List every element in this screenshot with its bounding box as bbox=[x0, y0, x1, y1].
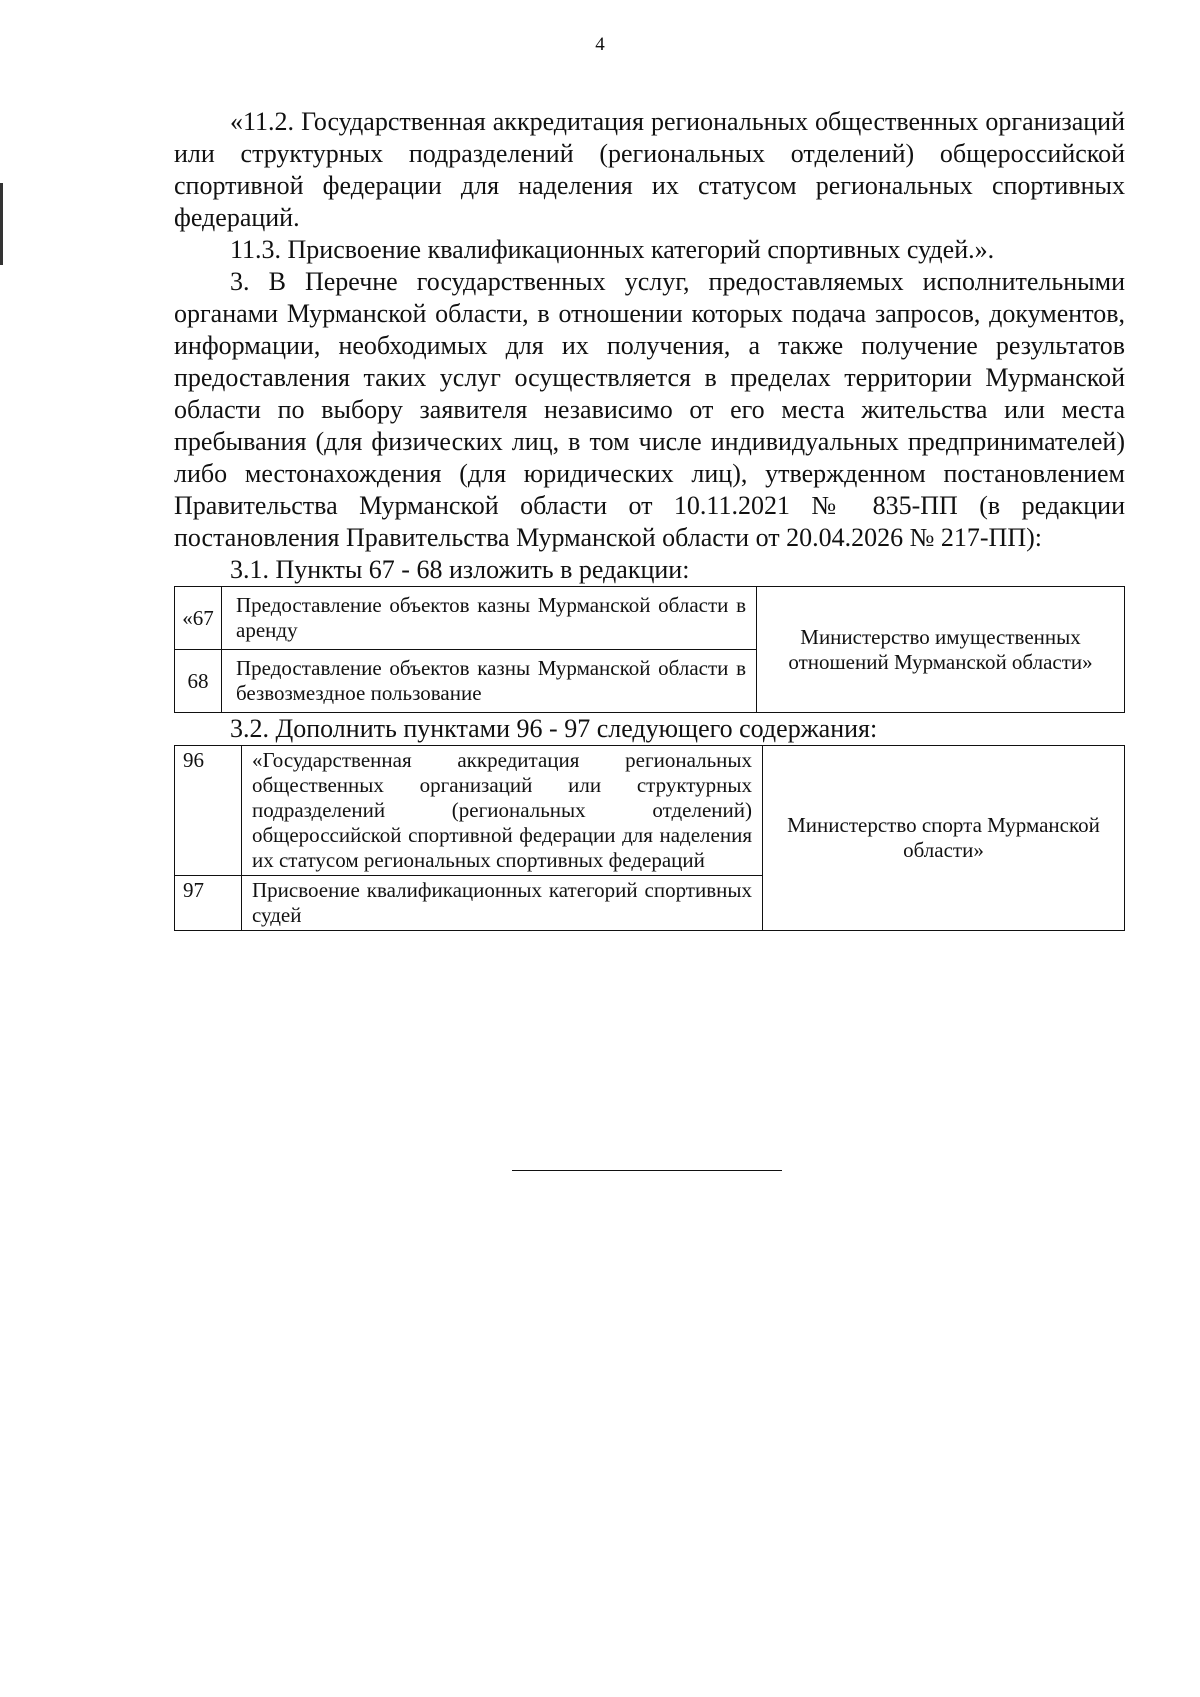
responsible-ministry: Министерство спорта Мурманской области» bbox=[763, 746, 1125, 931]
service-name: «Государственная аккредитация региональных общественных организаций или структурных подразделений (региональных отделений) общероссийской спортивной федерации для наделения их статусом региональных спортивных федераций bbox=[242, 746, 763, 876]
table-row bbox=[175, 587, 1125, 650]
page-number: 4 bbox=[595, 34, 605, 55]
service-name: Предоставление объектов казны Мурманской области в безвозмездное пользование bbox=[222, 650, 757, 713]
services-table-96-97 bbox=[174, 745, 1125, 931]
paragraph-3: 3. В Перечне государственных услуг, предоставляемых исполнительными органами Мурманской области, в отношении которых подача запросов, документов, информации, необходимых для их получения, а также получение результатов предоставления таких услуг осуществляется в пределах территории Мурманской области по выбору заявителя независимо от его места жительства или места пребывания (для физических лиц, в том числе индивидуальных предпринимателей) либо местонахождения (для юридических лиц), утвержденном постановлением Правительства Мурманской области от 10.11.2021 № 835-ПП (в редакции постановления Правительства Мурманской области от 20.04.2026 № 217-ПП): bbox=[174, 267, 1125, 552]
paragraph-3-2: 3.2. Дополнить пунктами 96 - 97 следующего содержания: bbox=[230, 714, 878, 743]
paragraph-11-3: 11.3. Присвоение квалификационных категорий спортивных судей.». bbox=[230, 235, 995, 264]
scan-edge-mark bbox=[0, 183, 3, 265]
item-number: 96 bbox=[175, 746, 242, 876]
table-row bbox=[175, 746, 1125, 876]
closing-divider-line bbox=[512, 1170, 782, 1171]
responsible-ministry: Министерство имущественных отношений Мурманской области» bbox=[757, 587, 1125, 713]
service-name: Присвоение квалификационных категорий спортивных судей bbox=[242, 876, 763, 931]
document-body bbox=[174, 106, 1125, 931]
services-table-67-68 bbox=[174, 586, 1125, 713]
service-name: Предоставление объектов казны Мурманской области в аренду bbox=[222, 587, 757, 650]
paragraph-11-2: «11.2. Государственная аккредитация региональных общественных организаций или структурных подразделений (региональных отделений) общероссийской спортивной федерации для наделения их статусом региональных спортивных федераций. bbox=[174, 107, 1125, 232]
item-number: 68 bbox=[175, 650, 222, 713]
item-number: «67 bbox=[175, 587, 222, 650]
item-number: 97 bbox=[175, 876, 242, 931]
paragraph-3-1: 3.1. Пункты 67 - 68 изложить в редакции: bbox=[230, 555, 690, 584]
